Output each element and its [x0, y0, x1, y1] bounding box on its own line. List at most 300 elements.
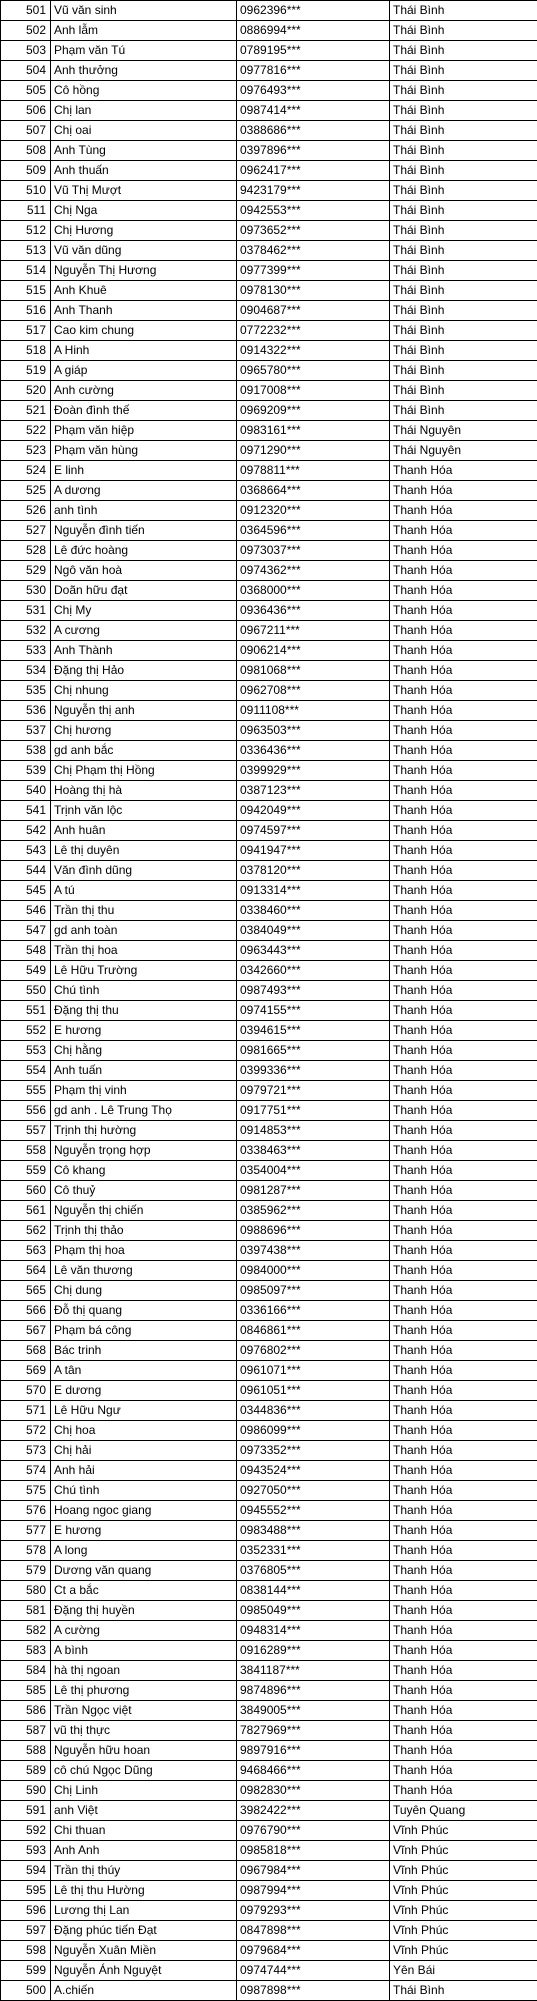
row-number-cell[interactable]: 560	[1, 1181, 51, 1201]
province-cell[interactable]: Thái Bình	[390, 201, 537, 221]
province-cell[interactable]: Yên Bái	[390, 1961, 537, 1981]
row-number-cell[interactable]: 542	[1, 821, 51, 841]
province-cell[interactable]: Thanh Hóa	[390, 1141, 537, 1161]
name-cell[interactable]: Lê thị duyên	[51, 841, 237, 861]
phone-cell[interactable]: 0983161***	[237, 421, 390, 441]
province-cell[interactable]: Thanh Hóa	[390, 761, 537, 781]
name-cell[interactable]: Cô hồng	[51, 81, 237, 101]
phone-cell[interactable]: 0981665***	[237, 1041, 390, 1061]
name-cell[interactable]: Hoang ngoc giang	[51, 1501, 237, 1521]
province-cell[interactable]: Vĩnh Phúc	[390, 1901, 537, 1921]
row-number-cell[interactable]: 579	[1, 1561, 51, 1581]
name-cell[interactable]: Hoàng thị hà	[51, 781, 237, 801]
name-cell[interactable]: Phạm bá công	[51, 1321, 237, 1341]
phone-cell[interactable]: 0927050***	[237, 1481, 390, 1501]
row-number-cell[interactable]: 565	[1, 1281, 51, 1301]
row-number-cell[interactable]: 588	[1, 1741, 51, 1761]
phone-cell[interactable]: 0942553***	[237, 201, 390, 221]
province-cell[interactable]: Thanh Hóa	[390, 1581, 537, 1601]
province-cell[interactable]: Thái Bình	[390, 241, 537, 261]
row-number-cell[interactable]: 544	[1, 861, 51, 881]
province-cell[interactable]: Thanh Hóa	[390, 1501, 537, 1521]
phone-cell[interactable]: 0399336***	[237, 1061, 390, 1081]
phone-cell[interactable]: 0336166***	[237, 1301, 390, 1321]
province-cell[interactable]: Thanh Hóa	[390, 1761, 537, 1781]
name-cell[interactable]: Chị hằng	[51, 1041, 237, 1061]
row-number-cell[interactable]: 587	[1, 1721, 51, 1741]
name-cell[interactable]: Cô thuỷ	[51, 1181, 237, 1201]
name-cell[interactable]: anh tình	[51, 501, 237, 521]
phone-cell[interactable]: 3849005***	[237, 1701, 390, 1721]
name-cell[interactable]: A giáp	[51, 361, 237, 381]
province-cell[interactable]: Thanh Hóa	[390, 1341, 537, 1361]
province-cell[interactable]: Thanh Hóa	[390, 581, 537, 601]
name-cell[interactable]: gd anh bắc	[51, 741, 237, 761]
name-cell[interactable]: Nguyễn đình tiến	[51, 521, 237, 541]
province-cell[interactable]: Thái Bình	[390, 1, 537, 21]
phone-cell[interactable]: 9468466***	[237, 1761, 390, 1781]
phone-cell[interactable]: 0965780***	[237, 361, 390, 381]
province-cell[interactable]: Thái Bình	[390, 41, 537, 61]
province-cell[interactable]: Thái Bình	[390, 141, 537, 161]
province-cell[interactable]: Thái Bình	[390, 401, 537, 421]
phone-cell[interactable]: 0846861***	[237, 1321, 390, 1341]
name-cell[interactable]: cô chú Ngọc Dũng	[51, 1761, 237, 1781]
name-cell[interactable]: A tú	[51, 881, 237, 901]
name-cell[interactable]: Đặng thị huyền	[51, 1601, 237, 1621]
province-cell[interactable]: Thái Nguyên	[390, 441, 537, 461]
row-number-cell[interactable]: 501	[1, 1, 51, 21]
province-cell[interactable]: Thanh Hóa	[390, 1321, 537, 1341]
name-cell[interactable]: vũ thị thực	[51, 1721, 237, 1741]
name-cell[interactable]: Lương thị Lan	[51, 1901, 237, 1921]
row-number-cell[interactable]: 591	[1, 1801, 51, 1821]
province-cell[interactable]: Thanh Hóa	[390, 941, 537, 961]
row-number-cell[interactable]: 511	[1, 201, 51, 221]
row-number-cell[interactable]: 592	[1, 1821, 51, 1841]
row-number-cell[interactable]: 575	[1, 1481, 51, 1501]
name-cell[interactable]: Anh thưởng	[51, 61, 237, 81]
name-cell[interactable]: A Hinh	[51, 341, 237, 361]
row-number-cell[interactable]: 543	[1, 841, 51, 861]
phone-cell[interactable]: 0368000***	[237, 581, 390, 601]
row-number-cell[interactable]: 518	[1, 341, 51, 361]
province-cell[interactable]: Thái Bình	[390, 181, 537, 201]
row-number-cell[interactable]: 548	[1, 941, 51, 961]
province-cell[interactable]: Thanh Hóa	[390, 1221, 537, 1241]
phone-cell[interactable]: 0906214***	[237, 641, 390, 661]
name-cell[interactable]: Trần thị hoa	[51, 941, 237, 961]
province-cell[interactable]: Thái Bình	[390, 321, 537, 341]
province-cell[interactable]: Thanh Hóa	[390, 801, 537, 821]
phone-cell[interactable]: 0987493***	[237, 981, 390, 1001]
phone-cell[interactable]: 0962417***	[237, 161, 390, 181]
row-number-cell[interactable]: 586	[1, 1701, 51, 1721]
row-number-cell[interactable]: 582	[1, 1621, 51, 1641]
name-cell[interactable]: Chú tình	[51, 1481, 237, 1501]
name-cell[interactable]: A.chiến	[51, 1981, 237, 2001]
phone-cell[interactable]: 9423179***	[237, 181, 390, 201]
phone-cell[interactable]: 0917751***	[237, 1101, 390, 1121]
row-number-cell[interactable]: 577	[1, 1521, 51, 1541]
phone-cell[interactable]: 0978811***	[237, 461, 390, 481]
row-number-cell[interactable]: 541	[1, 801, 51, 821]
province-cell[interactable]: Thanh Hóa	[390, 841, 537, 861]
row-number-cell[interactable]: 555	[1, 1081, 51, 1101]
row-number-cell[interactable]: 510	[1, 181, 51, 201]
province-cell[interactable]: Thái Bình	[390, 361, 537, 381]
name-cell[interactable]: Chi thuan	[51, 1821, 237, 1841]
phone-cell[interactable]: 0376805***	[237, 1561, 390, 1581]
province-cell[interactable]: Thái Bình	[390, 301, 537, 321]
phone-cell[interactable]: 0916289***	[237, 1641, 390, 1661]
name-cell[interactable]: Chị Hương	[51, 221, 237, 241]
name-cell[interactable]: Trịnh thị thảo	[51, 1221, 237, 1241]
name-cell[interactable]: Lê văn thương	[51, 1261, 237, 1281]
name-cell[interactable]: Nguyễn Xuân Miền	[51, 1941, 237, 1961]
province-cell[interactable]: Thanh Hóa	[390, 1181, 537, 1201]
row-number-cell[interactable]: 566	[1, 1301, 51, 1321]
row-number-cell[interactable]: 585	[1, 1681, 51, 1701]
phone-cell[interactable]: 0941947***	[237, 841, 390, 861]
phone-cell[interactable]: 9874896***	[237, 1681, 390, 1701]
name-cell[interactable]: Chị hải	[51, 1441, 237, 1461]
row-number-cell[interactable]: 521	[1, 401, 51, 421]
row-number-cell[interactable]: 523	[1, 441, 51, 461]
province-cell[interactable]: Thanh Hóa	[390, 861, 537, 881]
row-number-cell[interactable]: 500	[1, 1981, 51, 2001]
name-cell[interactable]: E hương	[51, 1021, 237, 1041]
name-cell[interactable]: Anh hải	[51, 1461, 237, 1481]
name-cell[interactable]: Lê Hữu Ngư	[51, 1401, 237, 1421]
phone-cell[interactable]: 0847898***	[237, 1921, 390, 1941]
province-cell[interactable]: Thanh Hóa	[390, 1261, 537, 1281]
row-number-cell[interactable]: 593	[1, 1841, 51, 1861]
row-number-cell[interactable]: 599	[1, 1961, 51, 1981]
name-cell[interactable]: Trần thị thu	[51, 901, 237, 921]
row-number-cell[interactable]: 527	[1, 521, 51, 541]
province-cell[interactable]: Thanh Hóa	[390, 1781, 537, 1801]
phone-cell[interactable]: 0985818***	[237, 1841, 390, 1861]
name-cell[interactable]: Đặng thị thu	[51, 1001, 237, 1021]
phone-cell[interactable]: 0342660***	[237, 961, 390, 981]
phone-cell[interactable]: 0985049***	[237, 1601, 390, 1621]
province-cell[interactable]: Vĩnh Phúc	[390, 1861, 537, 1881]
name-cell[interactable]: A long	[51, 1541, 237, 1561]
phone-cell[interactable]: 0384049***	[237, 921, 390, 941]
row-number-cell[interactable]: 580	[1, 1581, 51, 1601]
phone-cell[interactable]: 0979721***	[237, 1081, 390, 1101]
name-cell[interactable]: Nguyễn Ánh Nguyệt	[51, 1961, 237, 1981]
row-number-cell[interactable]: 522	[1, 421, 51, 441]
phone-cell[interactable]: 0344836***	[237, 1401, 390, 1421]
province-cell[interactable]: Thanh Hóa	[390, 1021, 537, 1041]
name-cell[interactable]: Phạm thị hoa	[51, 1241, 237, 1261]
phone-cell[interactable]: 0942049***	[237, 801, 390, 821]
row-number-cell[interactable]: 516	[1, 301, 51, 321]
phone-cell[interactable]: 0981068***	[237, 661, 390, 681]
row-number-cell[interactable]: 519	[1, 361, 51, 381]
phone-cell[interactable]: 0397438***	[237, 1241, 390, 1261]
province-cell[interactable]: Thanh Hóa	[390, 781, 537, 801]
province-cell[interactable]: Thanh Hóa	[390, 481, 537, 501]
row-number-cell[interactable]: 524	[1, 461, 51, 481]
name-cell[interactable]: Anh Thành	[51, 641, 237, 661]
province-cell[interactable]: Thanh Hóa	[390, 461, 537, 481]
row-number-cell[interactable]: 557	[1, 1121, 51, 1141]
name-cell[interactable]: anh Việt	[51, 1801, 237, 1821]
province-cell[interactable]: Thanh Hóa	[390, 621, 537, 641]
row-number-cell[interactable]: 530	[1, 581, 51, 601]
province-cell[interactable]: Thanh Hóa	[390, 1061, 537, 1081]
province-cell[interactable]: Thái Bình	[390, 341, 537, 361]
phone-cell[interactable]: 0387123***	[237, 781, 390, 801]
province-cell[interactable]: Thanh Hóa	[390, 1641, 537, 1661]
province-cell[interactable]: Thanh Hóa	[390, 601, 537, 621]
province-cell[interactable]: Thanh Hóa	[390, 1741, 537, 1761]
province-cell[interactable]: Thanh Hóa	[390, 981, 537, 1001]
name-cell[interactable]: Phạm thị vinh	[51, 1081, 237, 1101]
phone-cell[interactable]: 0338463***	[237, 1141, 390, 1161]
row-number-cell[interactable]: 550	[1, 981, 51, 1001]
row-number-cell[interactable]: 573	[1, 1441, 51, 1461]
name-cell[interactable]: A cương	[51, 621, 237, 641]
name-cell[interactable]: Chị lan	[51, 101, 237, 121]
name-cell[interactable]: A tân	[51, 1361, 237, 1381]
province-cell[interactable]: Thanh Hóa	[390, 1081, 537, 1101]
phone-cell[interactable]: 0394615***	[237, 1021, 390, 1041]
province-cell[interactable]: Vĩnh Phúc	[390, 1881, 537, 1901]
province-cell[interactable]: Thái Nguyên	[390, 421, 537, 441]
name-cell[interactable]: Đoàn đình thế	[51, 401, 237, 421]
province-cell[interactable]: Thanh Hóa	[390, 1661, 537, 1681]
row-number-cell[interactable]: 502	[1, 21, 51, 41]
phone-cell[interactable]: 0352331***	[237, 1541, 390, 1561]
province-cell[interactable]: Thái Bình	[390, 221, 537, 241]
phone-cell[interactable]: 3841187***	[237, 1661, 390, 1681]
province-cell[interactable]: Thanh Hóa	[390, 1401, 537, 1421]
name-cell[interactable]: Trần thị thúy	[51, 1861, 237, 1881]
province-cell[interactable]: Thanh Hóa	[390, 521, 537, 541]
name-cell[interactable]: Chị nhung	[51, 681, 237, 701]
phone-cell[interactable]: 0385962***	[237, 1201, 390, 1221]
phone-cell[interactable]: 0772232***	[237, 321, 390, 341]
name-cell[interactable]: Chị hương	[51, 721, 237, 741]
phone-cell[interactable]: 0378462***	[237, 241, 390, 261]
row-number-cell[interactable]: 564	[1, 1261, 51, 1281]
phone-cell[interactable]: 0354004***	[237, 1161, 390, 1181]
phone-cell[interactable]: 0974744***	[237, 1961, 390, 1981]
row-number-cell[interactable]: 539	[1, 761, 51, 781]
row-number-cell[interactable]: 559	[1, 1161, 51, 1181]
row-number-cell[interactable]: 567	[1, 1321, 51, 1341]
name-cell[interactable]: Anh Thanh	[51, 301, 237, 321]
phone-cell[interactable]: 0936436***	[237, 601, 390, 621]
row-number-cell[interactable]: 594	[1, 1861, 51, 1881]
row-number-cell[interactable]: 509	[1, 161, 51, 181]
province-cell[interactable]: Thanh Hóa	[390, 1001, 537, 1021]
phone-cell[interactable]: 0978130***	[237, 281, 390, 301]
phone-cell[interactable]: 0388686***	[237, 121, 390, 141]
phone-cell[interactable]: 0914322***	[237, 341, 390, 361]
row-number-cell[interactable]: 552	[1, 1021, 51, 1041]
phone-cell[interactable]: 9897916***	[237, 1741, 390, 1761]
row-number-cell[interactable]: 596	[1, 1901, 51, 1921]
province-cell[interactable]: Thái Bình	[390, 281, 537, 301]
province-cell[interactable]: Thanh Hóa	[390, 1681, 537, 1701]
province-cell[interactable]: Thanh Hóa	[390, 921, 537, 941]
province-cell[interactable]: Thanh Hóa	[390, 721, 537, 741]
province-cell[interactable]: Thái Bình	[390, 101, 537, 121]
name-cell[interactable]: Trịnh thị hường	[51, 1121, 237, 1141]
phone-cell[interactable]: 0914853***	[237, 1121, 390, 1141]
name-cell[interactable]: Anh tuấn	[51, 1061, 237, 1081]
name-cell[interactable]: Chị hoa	[51, 1421, 237, 1441]
name-cell[interactable]: Anh Khuê	[51, 281, 237, 301]
row-number-cell[interactable]: 581	[1, 1601, 51, 1621]
row-number-cell[interactable]: 598	[1, 1941, 51, 1961]
phone-cell[interactable]: 0986099***	[237, 1421, 390, 1441]
phone-cell[interactable]: 0977816***	[237, 61, 390, 81]
phone-cell[interactable]: 0945552***	[237, 1501, 390, 1521]
province-cell[interactable]: Thanh Hóa	[390, 1281, 537, 1301]
name-cell[interactable]: Lê thị phương	[51, 1681, 237, 1701]
name-cell[interactable]: A cường	[51, 1621, 237, 1641]
row-number-cell[interactable]: 583	[1, 1641, 51, 1661]
province-cell[interactable]: Thanh Hóa	[390, 541, 537, 561]
row-number-cell[interactable]: 504	[1, 61, 51, 81]
row-number-cell[interactable]: 597	[1, 1921, 51, 1941]
name-cell[interactable]: Chị Nga	[51, 201, 237, 221]
phone-cell[interactable]: 0988696***	[237, 1221, 390, 1241]
name-cell[interactable]: Doãn hữu đạt	[51, 581, 237, 601]
province-cell[interactable]: Thái Bình	[390, 381, 537, 401]
phone-cell[interactable]: 0962708***	[237, 681, 390, 701]
row-number-cell[interactable]: 506	[1, 101, 51, 121]
name-cell[interactable]: gd anh . Lê Trung Thọ	[51, 1101, 237, 1121]
name-cell[interactable]: gd anh toàn	[51, 921, 237, 941]
row-number-cell[interactable]: 595	[1, 1881, 51, 1901]
phone-cell[interactable]: 0981287***	[237, 1181, 390, 1201]
name-cell[interactable]: Phạm văn hùng	[51, 441, 237, 461]
phone-cell[interactable]: 0397896***	[237, 141, 390, 161]
name-cell[interactable]: Vũ Thị Mượt	[51, 181, 237, 201]
row-number-cell[interactable]: 546	[1, 901, 51, 921]
phone-cell[interactable]: 0962396***	[237, 1, 390, 21]
name-cell[interactable]: Anh huân	[51, 821, 237, 841]
province-cell[interactable]: Thanh Hóa	[390, 501, 537, 521]
phone-cell[interactable]: 0973352***	[237, 1441, 390, 1461]
phone-cell[interactable]: 0979684***	[237, 1941, 390, 1961]
name-cell[interactable]: A dương	[51, 481, 237, 501]
province-cell[interactable]: Thái Bình	[390, 21, 537, 41]
province-cell[interactable]: Thái Bình	[390, 81, 537, 101]
phone-cell[interactable]: 0336436***	[237, 741, 390, 761]
row-number-cell[interactable]: 553	[1, 1041, 51, 1061]
phone-cell[interactable]: 0789195***	[237, 41, 390, 61]
row-number-cell[interactable]: 538	[1, 741, 51, 761]
phone-cell[interactable]: 0912320***	[237, 501, 390, 521]
row-number-cell[interactable]: 531	[1, 601, 51, 621]
row-number-cell[interactable]: 556	[1, 1101, 51, 1121]
row-number-cell[interactable]: 533	[1, 641, 51, 661]
phone-cell[interactable]: 0838144***	[237, 1581, 390, 1601]
phone-cell[interactable]: 0948314***	[237, 1621, 390, 1641]
row-number-cell[interactable]: 545	[1, 881, 51, 901]
row-number-cell[interactable]: 520	[1, 381, 51, 401]
phone-cell[interactable]: 0974362***	[237, 561, 390, 581]
row-number-cell[interactable]: 547	[1, 921, 51, 941]
name-cell[interactable]: A bình	[51, 1641, 237, 1661]
phone-cell[interactable]: 0977399***	[237, 261, 390, 281]
name-cell[interactable]: Chú tình	[51, 981, 237, 1001]
phone-cell[interactable]: 0378120***	[237, 861, 390, 881]
province-cell[interactable]: Vĩnh Phúc	[390, 1841, 537, 1861]
province-cell[interactable]: Thanh Hóa	[390, 1161, 537, 1181]
name-cell[interactable]: Đỗ thị quang	[51, 1301, 237, 1321]
row-number-cell[interactable]: 503	[1, 41, 51, 61]
phone-cell[interactable]: 0974597***	[237, 821, 390, 841]
phone-cell[interactable]: 0913314***	[237, 881, 390, 901]
phone-cell[interactable]: 0399929***	[237, 761, 390, 781]
name-cell[interactable]: Chị oai	[51, 121, 237, 141]
row-number-cell[interactable]: 540	[1, 781, 51, 801]
row-number-cell[interactable]: 554	[1, 1061, 51, 1081]
row-number-cell[interactable]: 515	[1, 281, 51, 301]
row-number-cell[interactable]: 517	[1, 321, 51, 341]
name-cell[interactable]: E dương	[51, 1381, 237, 1401]
row-number-cell[interactable]: 505	[1, 81, 51, 101]
phone-cell[interactable]: 0963503***	[237, 721, 390, 741]
phone-cell[interactable]: 0961051***	[237, 1381, 390, 1401]
name-cell[interactable]: Vũ văn sinh	[51, 1, 237, 21]
name-cell[interactable]: Anh Anh	[51, 1841, 237, 1861]
province-cell[interactable]: Thanh Hóa	[390, 701, 537, 721]
phone-cell[interactable]: 0987898***	[237, 1981, 390, 2001]
province-cell[interactable]: Thanh Hóa	[390, 901, 537, 921]
phone-cell[interactable]: 3982422***	[237, 1801, 390, 1821]
row-number-cell[interactable]: 558	[1, 1141, 51, 1161]
name-cell[interactable]: Cao kim chung	[51, 321, 237, 341]
row-number-cell[interactable]: 512	[1, 221, 51, 241]
province-cell[interactable]: Thanh Hóa	[390, 1721, 537, 1741]
name-cell[interactable]: Nguyễn hữu hoan	[51, 1741, 237, 1761]
name-cell[interactable]: Cô khang	[51, 1161, 237, 1181]
phone-cell[interactable]: 0971290***	[237, 441, 390, 461]
row-number-cell[interactable]: 590	[1, 1781, 51, 1801]
province-cell[interactable]: Thanh Hóa	[390, 1561, 537, 1581]
row-number-cell[interactable]: 529	[1, 561, 51, 581]
phone-cell[interactable]: 0987414***	[237, 101, 390, 121]
province-cell[interactable]: Vĩnh Phúc	[390, 1941, 537, 1961]
name-cell[interactable]: Văn đình dũng	[51, 861, 237, 881]
phone-cell[interactable]: 0969209***	[237, 401, 390, 421]
phone-cell[interactable]: 0982830***	[237, 1781, 390, 1801]
row-number-cell[interactable]: 534	[1, 661, 51, 681]
row-number-cell[interactable]: 525	[1, 481, 51, 501]
province-cell[interactable]: Thanh Hóa	[390, 1361, 537, 1381]
province-cell[interactable]: Thanh Hóa	[390, 1541, 537, 1561]
row-number-cell[interactable]: 549	[1, 961, 51, 981]
province-cell[interactable]: Thanh Hóa	[390, 1101, 537, 1121]
phone-cell[interactable]: 0963443***	[237, 941, 390, 961]
province-cell[interactable]: Vĩnh Phúc	[390, 1921, 537, 1941]
row-number-cell[interactable]: 578	[1, 1541, 51, 1561]
row-number-cell[interactable]: 572	[1, 1421, 51, 1441]
province-cell[interactable]: Thái Bình	[390, 121, 537, 141]
name-cell[interactable]: Anh thuấn	[51, 161, 237, 181]
phone-cell[interactable]: 0961071***	[237, 1361, 390, 1381]
